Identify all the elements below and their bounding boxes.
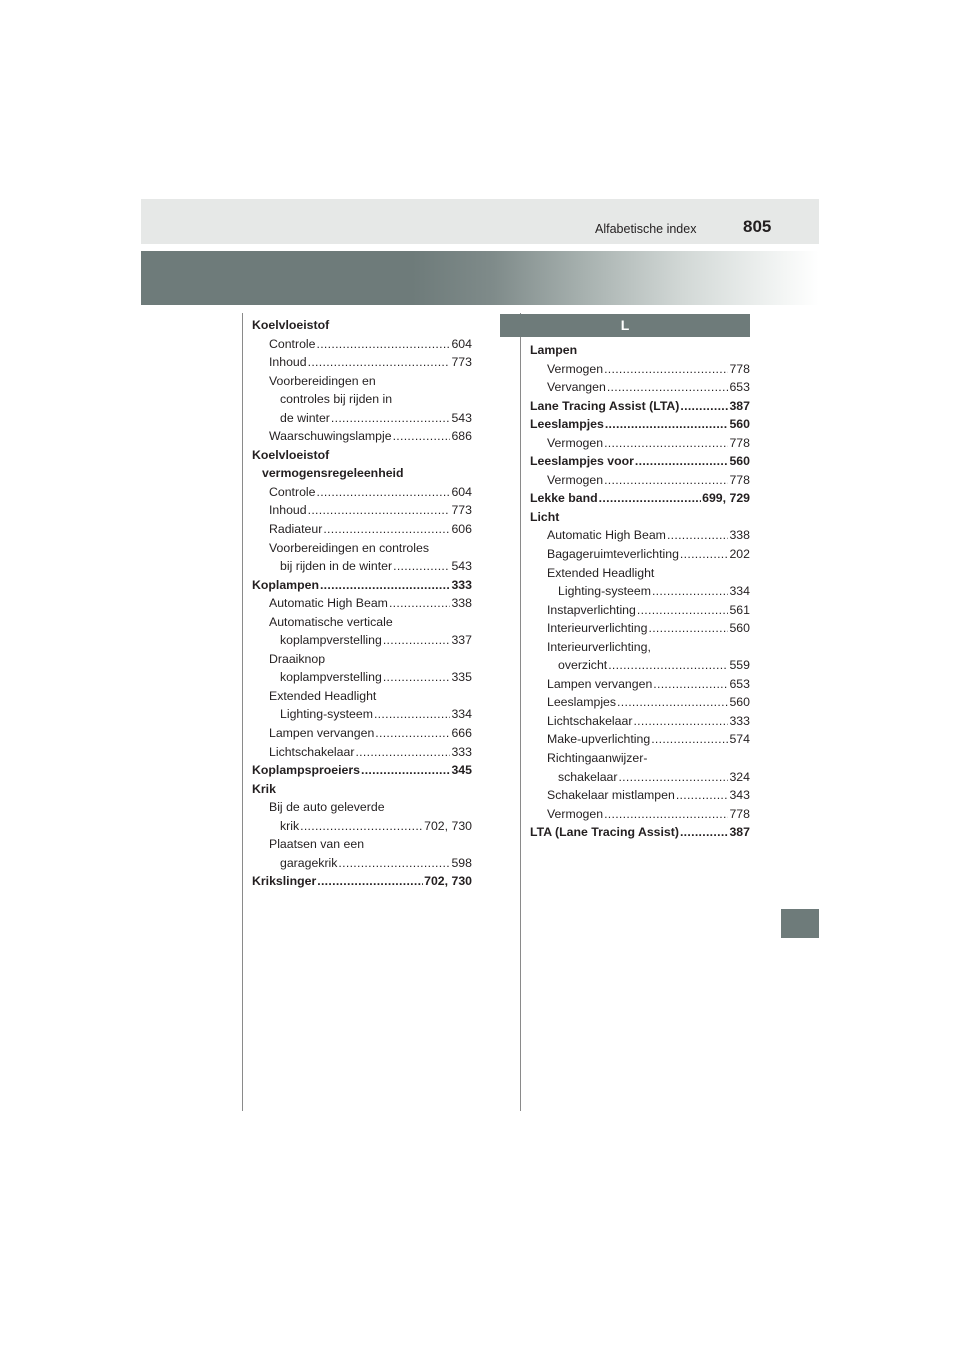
index-entry-term: de winter <box>280 410 330 425</box>
index-entry-page: 604 <box>451 484 472 499</box>
index-entry <box>530 360 750 379</box>
index-entry-term: Vervangen <box>547 380 606 395</box>
index-entry-term: krik <box>280 818 300 833</box>
index-entry-term: Koelvloeistof <box>252 318 330 332</box>
page-number: 805 <box>743 217 772 236</box>
index-entry-term: Vermogen <box>547 361 604 376</box>
index-entry-term: Voorbereidingen en <box>269 373 376 388</box>
index-entry-term: Automatic High Beam <box>547 528 666 543</box>
dot-leader <box>604 360 728 379</box>
index-entry-page: 559 <box>729 658 750 673</box>
index-entry-term: Lampen vervangen <box>547 676 653 691</box>
index-entry <box>530 712 750 731</box>
index-entry-page: 560 <box>729 695 750 710</box>
index-entry-page: 333 <box>729 713 750 728</box>
index-entry-page: 773 <box>451 355 472 370</box>
index-entry-term: Krikslinger <box>252 874 317 889</box>
index-entry-term: Leeslampjes <box>547 695 617 710</box>
index-entry-term: Draaiknop <box>269 651 326 666</box>
index-entry-page: 333 <box>451 577 472 592</box>
index-entry-page: 653 <box>729 380 750 395</box>
index-entry-term: LTA (Lane Tracing Assist) <box>530 825 679 840</box>
index-entry <box>530 378 750 397</box>
index-entry-page: 343 <box>729 788 750 803</box>
index-entry <box>252 854 472 873</box>
index-entry-page: 560 <box>729 454 750 469</box>
index-entry-page: 699, 729 <box>702 491 750 506</box>
index-entry <box>252 539 472 558</box>
index-entry <box>530 805 750 824</box>
index-entry-page: 778 <box>729 472 750 487</box>
index-entry <box>252 409 472 428</box>
index-entry-page: 543 <box>451 559 472 574</box>
dot-leader <box>635 452 729 471</box>
index-entry-term: Koelvloeistof <box>252 447 330 462</box>
index-entry-term: schakelaar <box>558 769 618 784</box>
dot-leader <box>653 675 728 694</box>
index-entry-term: Radiateur <box>269 522 323 537</box>
index-entry <box>530 471 750 490</box>
dot-leader <box>320 576 451 595</box>
dot-leader <box>633 712 728 731</box>
index-entry <box>530 508 750 527</box>
index-entry-term: Plaatsen van een <box>269 837 365 852</box>
index-entry <box>530 823 750 842</box>
dot-leader <box>300 817 423 836</box>
index-entry-term: Controle <box>269 336 316 351</box>
dot-leader <box>608 656 728 675</box>
index-entry-term: Interieurverlichting, <box>547 639 651 654</box>
index-entry <box>252 798 472 817</box>
index-entry-term: vermogensregeleenheid <box>262 466 404 481</box>
index-entry-term: controles bij rijden in <box>280 392 393 407</box>
index-entry <box>252 316 472 335</box>
dot-leader <box>680 823 729 842</box>
dot-leader <box>604 471 728 490</box>
index-entry-term: Lampen <box>530 343 578 357</box>
index-entry-page: 338 <box>451 596 472 611</box>
index-entry-term: Richtingaanwijzer- <box>547 751 648 766</box>
dot-leader <box>323 520 450 539</box>
index-entry-term: Lichtschakelaar <box>269 744 355 759</box>
index-entry-term: bij rijden in de winter <box>280 559 393 574</box>
index-entry-page: 387 <box>729 398 750 413</box>
index-entry-page: 574 <box>729 732 750 747</box>
index-entry <box>530 656 750 675</box>
index-entry <box>530 749 750 768</box>
index-entry-page: 702, 730 <box>424 818 472 833</box>
index-entry <box>530 582 750 601</box>
index-entry-page: 334 <box>729 584 750 599</box>
index-entry-term: Krik <box>252 781 276 796</box>
index-entry-term: Extended Headlight <box>547 565 655 580</box>
index-entry-term: Koplampen <box>252 577 319 592</box>
index-entry <box>530 619 750 638</box>
index-entry-term: garagekrik <box>280 855 338 870</box>
index-entry <box>530 452 750 471</box>
index-entry-page: 778 <box>729 361 750 376</box>
section-letter-heading: L <box>500 314 750 337</box>
dot-leader <box>604 434 728 453</box>
dot-leader <box>317 872 423 891</box>
index-entry <box>252 557 472 576</box>
dot-leader <box>637 601 729 620</box>
dot-leader <box>308 353 451 372</box>
index-entry <box>252 390 472 409</box>
dot-leader <box>599 489 701 508</box>
index-entry <box>252 446 472 465</box>
index-entry-page: 606 <box>451 522 472 537</box>
index-entry <box>252 335 472 354</box>
dot-leader <box>316 483 450 502</box>
index-entry-page: 334 <box>451 707 472 722</box>
index-entry-page: 333 <box>451 744 472 759</box>
index-entry-term: overzicht <box>558 658 608 673</box>
index-entry-term: Inhoud <box>269 503 307 518</box>
chapter-banner <box>141 251 819 305</box>
index-entry-term: Lighting-systeem <box>558 584 651 599</box>
index-entry <box>252 631 472 650</box>
index-entry <box>252 650 472 669</box>
index-entry-term: Koplampsproeiers <box>252 763 360 778</box>
index-entry <box>530 526 750 545</box>
index-entry-term: Licht <box>530 509 560 524</box>
index-entry <box>252 835 472 854</box>
dot-leader <box>361 761 450 780</box>
index-entry <box>530 693 750 712</box>
index-entry <box>252 705 472 724</box>
index-entry-page: 335 <box>451 670 472 685</box>
index-entry <box>530 341 750 360</box>
index-entry <box>252 501 472 520</box>
header-title: Alfabetische index <box>595 222 697 236</box>
dot-leader <box>605 415 729 434</box>
index-entry-term: koplampverstelling <box>280 670 382 685</box>
index-entry-term: Instapverlichting <box>547 602 636 617</box>
dot-leader <box>355 743 450 762</box>
index-entry <box>530 415 750 434</box>
dot-leader <box>652 582 729 601</box>
dot-leader <box>676 786 729 805</box>
index-entry <box>530 601 750 620</box>
index-entry-page: 778 <box>729 435 750 450</box>
index-entry-term: Make-upverlichting <box>547 732 651 747</box>
index-entry-term: Waarschuwingslampje <box>269 429 392 444</box>
index-entry-term: Lampen vervangen <box>269 726 375 741</box>
dot-leader <box>316 335 450 354</box>
index-entry <box>252 353 472 372</box>
index-entry <box>252 576 472 595</box>
index-entry-page: 560 <box>729 621 750 636</box>
index-entry <box>530 397 750 416</box>
index-entry <box>252 464 472 483</box>
index-entry <box>252 372 472 391</box>
index-entry-page: 337 <box>451 633 472 648</box>
index-entry-page: 561 <box>729 602 750 617</box>
index-entry <box>252 613 472 632</box>
column-divider-left <box>242 313 243 1111</box>
index-entry-term: Interieurverlichting <box>547 621 648 636</box>
dot-leader <box>338 854 450 873</box>
index-entry-term: Voorbereidingen en controles <box>269 540 429 555</box>
index-entry <box>252 761 472 780</box>
index-entry-term: Lichtschakelaar <box>547 713 633 728</box>
index-entry <box>252 427 472 446</box>
index-entry-page: 702, 730 <box>424 874 472 889</box>
index-entry <box>530 545 750 564</box>
index-entry <box>530 638 750 657</box>
dot-leader <box>389 594 451 613</box>
index-entry-term: Bij de auto geleverde <box>269 800 385 815</box>
index-entry <box>252 483 472 502</box>
index-entry-page: 598 <box>451 855 472 870</box>
index-entry-term: Lighting-systeem <box>280 707 373 722</box>
index-entry-page: 686 <box>451 429 472 444</box>
index-entry-term: Leeslampjes voor <box>530 454 634 469</box>
index-entry-page: 604 <box>451 336 472 351</box>
dot-leader <box>308 501 451 520</box>
index-column-right <box>530 341 750 842</box>
dot-leader <box>617 693 728 712</box>
index-entry-term: Vermogen <box>547 435 604 450</box>
dot-leader <box>393 427 451 446</box>
dot-leader <box>618 768 728 787</box>
dot-leader <box>680 545 729 564</box>
index-entry <box>530 730 750 749</box>
dot-leader <box>383 668 451 687</box>
index-entry-page: 324 <box>729 769 750 784</box>
index-entry-term: Schakelaar mistlampen <box>547 788 675 803</box>
index-entry <box>252 520 472 539</box>
index-entry-page: 666 <box>451 726 472 741</box>
index-entry <box>252 780 472 799</box>
index-entry-term: Extended Headlight <box>269 688 377 703</box>
index-entry-term: Vermogen <box>547 806 604 821</box>
dot-leader <box>680 397 728 416</box>
index-entry-term: Lane Tracing Assist (LTA) <box>530 398 680 413</box>
index-entry <box>530 786 750 805</box>
index-entry-term: Inhoud <box>269 355 307 370</box>
index-entry <box>530 564 750 583</box>
dot-leader <box>648 619 728 638</box>
index-entry <box>530 434 750 453</box>
index-entry-term: Vermogen <box>547 472 604 487</box>
index-entry-term: Bagageruimteverlichting <box>547 547 679 562</box>
index-entry-page: 778 <box>729 806 750 821</box>
dot-leader <box>651 730 728 749</box>
index-entry-term: Leeslampjes <box>530 417 604 432</box>
index-entry-term: Lekke band <box>530 491 598 506</box>
index-entry <box>252 594 472 613</box>
index-entry <box>252 687 472 706</box>
index-entry <box>252 872 472 891</box>
index-entry-page: 338 <box>729 528 750 543</box>
index-entry-term: koplampverstelling <box>280 633 382 648</box>
column-divider-right <box>520 313 521 1111</box>
index-entry-page: 653 <box>729 676 750 691</box>
index-entry <box>252 743 472 762</box>
index-entry <box>530 489 750 508</box>
index-entry-term: Automatische verticale <box>269 614 393 629</box>
index-entry <box>252 724 472 743</box>
index-entry-page: 387 <box>729 825 750 840</box>
dot-leader <box>383 631 451 650</box>
dot-leader <box>374 705 451 724</box>
header-band <box>141 199 819 244</box>
dot-leader <box>607 378 729 397</box>
chapter-side-tab <box>781 909 819 938</box>
index-entry-term: Automatic High Beam <box>269 596 388 611</box>
index-entry-page: 202 <box>729 547 750 562</box>
index-entry <box>252 817 472 836</box>
index-entry <box>252 668 472 687</box>
index-column-left <box>252 316 472 891</box>
index-entry-page: 543 <box>451 410 472 425</box>
index-entry-page: 773 <box>451 503 472 518</box>
dot-leader <box>393 557 450 576</box>
index-entry-page: 560 <box>729 417 750 432</box>
index-entry-page: 345 <box>451 763 472 778</box>
index-entry-term: Controle <box>269 484 316 499</box>
dot-leader <box>604 805 728 824</box>
index-entry <box>530 768 750 787</box>
dot-leader <box>667 526 729 545</box>
dot-leader <box>375 724 450 743</box>
index-entry <box>530 675 750 694</box>
dot-leader <box>331 409 451 428</box>
